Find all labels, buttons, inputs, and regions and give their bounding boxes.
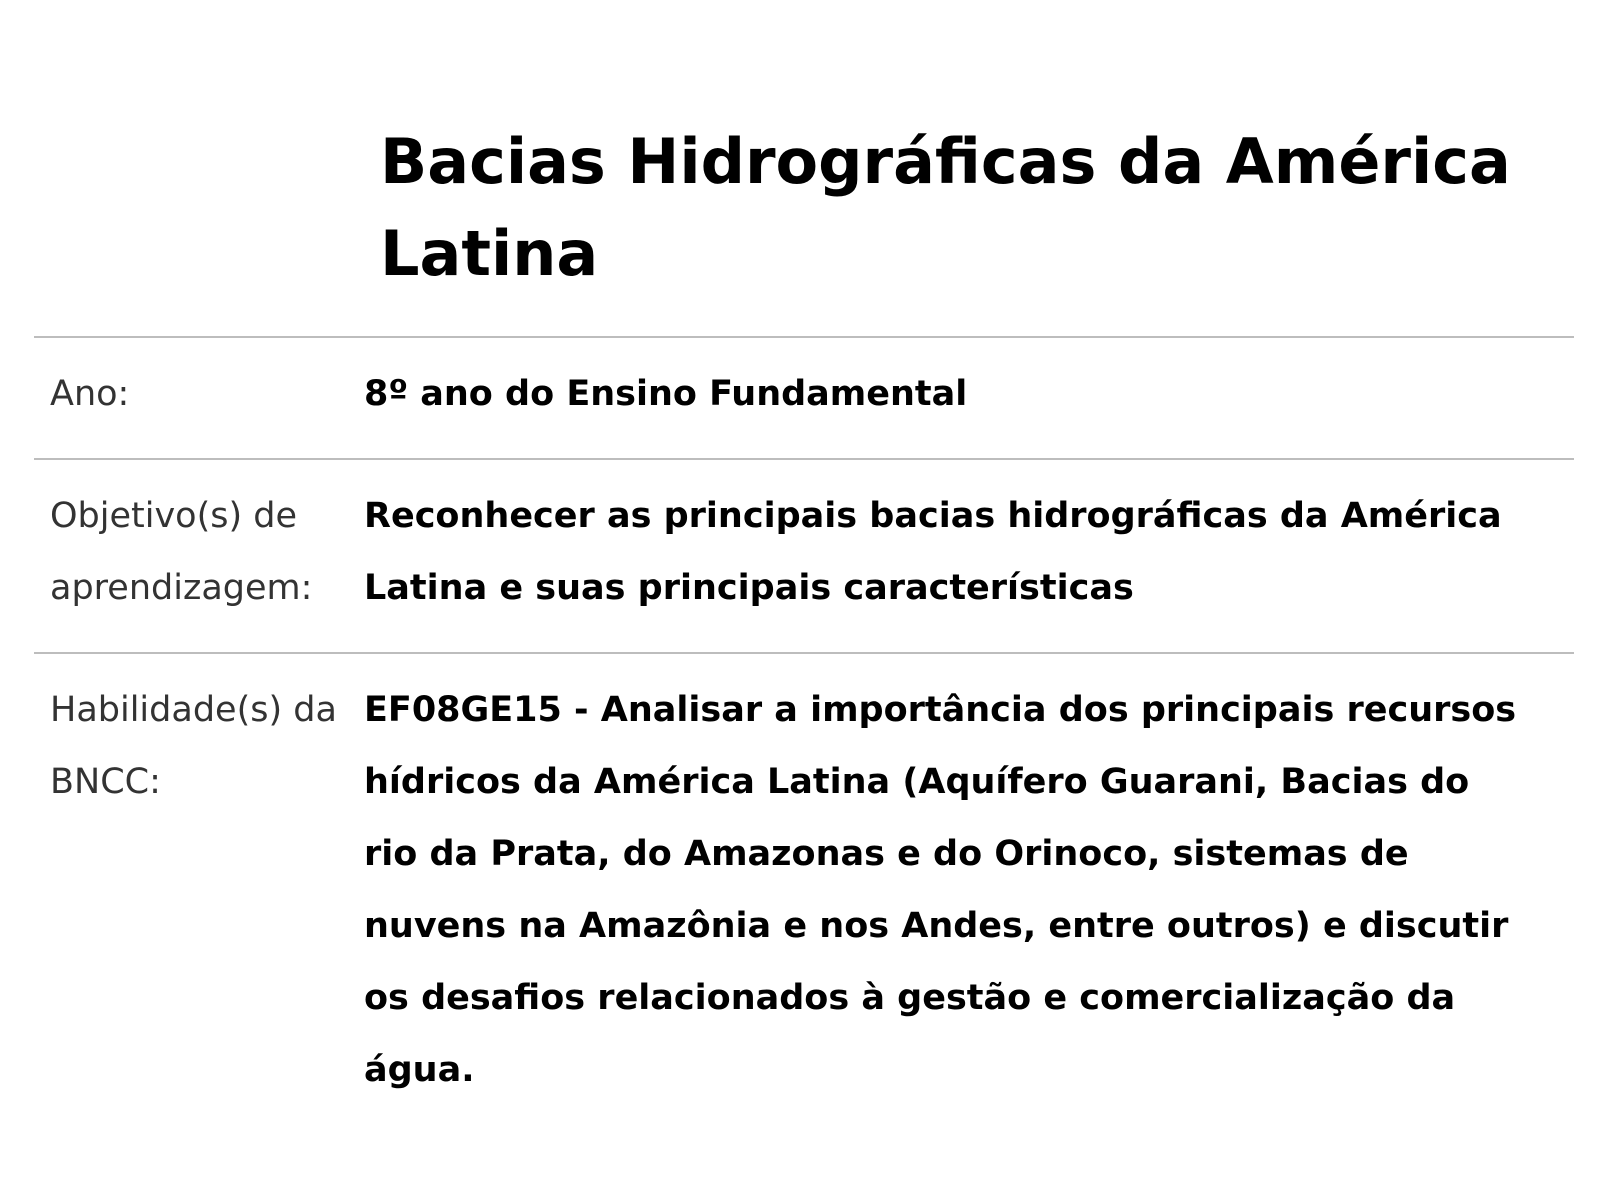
title-spacer — [34, 116, 380, 300]
info-label-ano: Ano: — [50, 374, 130, 414]
info-row-objetivos — [34, 458, 1574, 652]
info-label-objetivos: Objetivo(s) de aprendizagem: — [50, 496, 313, 608]
title-row — [34, 0, 1574, 336]
info-value-habilidades: EF08GE15 - Analisar a importância dos principais recursos hídricos da América Latina (Aquífero Guarani, Bacias do rio da Prata, do Amazonas e do Orinoco, sistemas de nuvens na Amazônia e nos Andes, entre outros) e discutir os desafios relacionados à gestão e comercialização da água. — [364, 690, 1517, 1090]
info-value-ano: 8º ano do Ensino Fundamental — [364, 374, 968, 414]
info-value-objetivos: Reconhecer as principais bacias hidrográficas da América Latina e suas principais características — [364, 496, 1502, 608]
info-label-habilidades: Habilidade(s) da BNCC: — [50, 690, 337, 802]
info-row-habilidades — [34, 652, 1574, 1134]
lesson-plan-sheet — [34, 0, 1574, 1134]
info-row-ano — [34, 336, 1574, 458]
page-title: Bacias Hidrográficas da América Latina — [380, 125, 1511, 290]
